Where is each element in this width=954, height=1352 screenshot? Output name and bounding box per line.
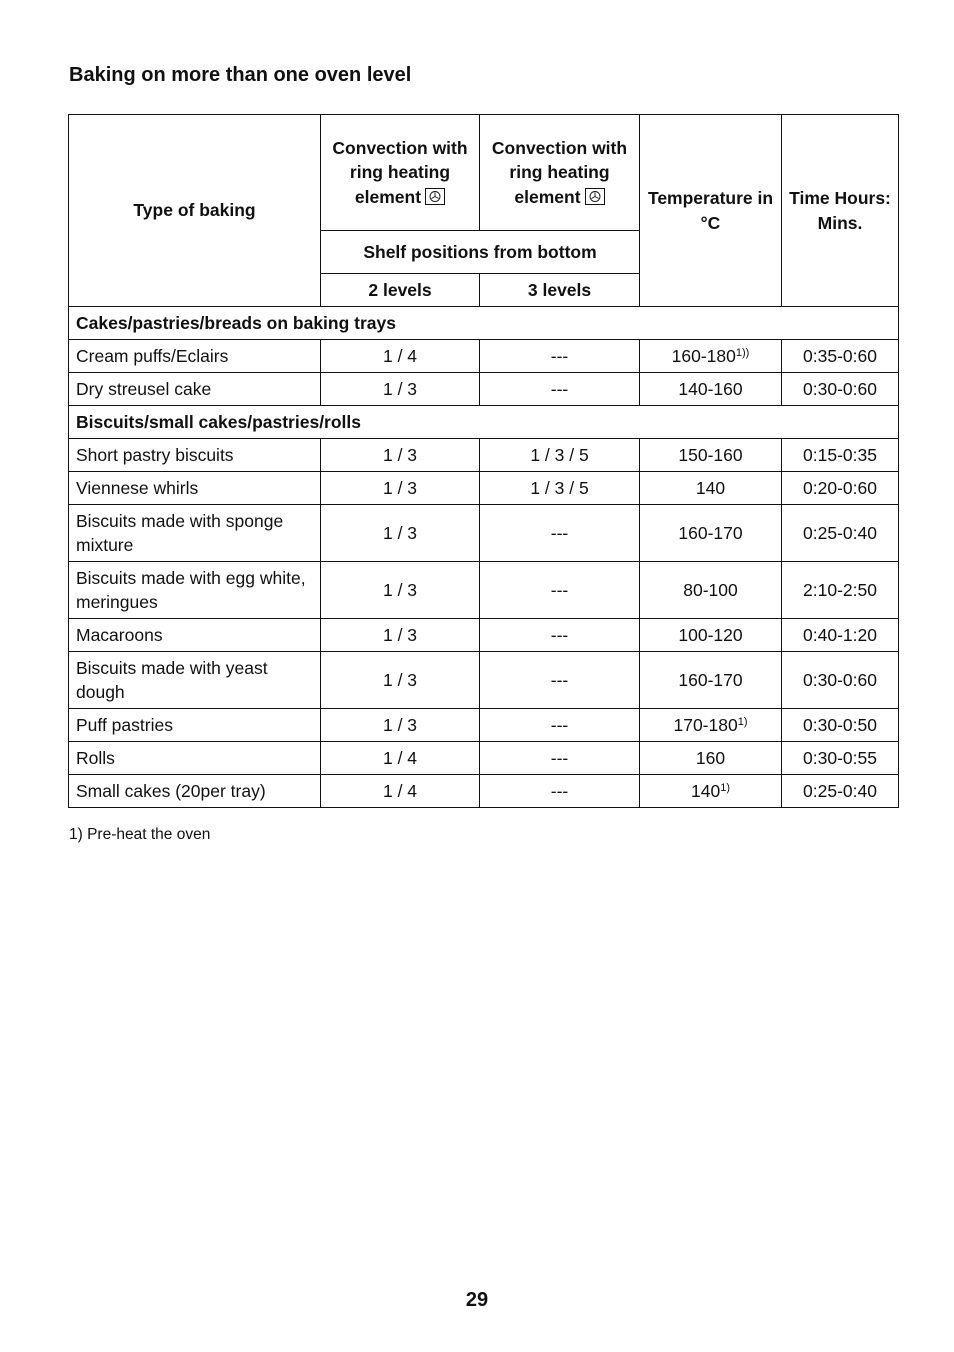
baking-type-cell <box>69 373 321 406</box>
level-3-shelf-cell <box>480 709 640 742</box>
baking-type-cell <box>69 652 321 709</box>
time-cell-text: 2:10-2:50 <box>803 579 877 600</box>
time-cell-text: 0:40-1:20 <box>803 624 877 645</box>
level-2-shelf-cell <box>321 709 480 742</box>
time-cell-text: 0:35-0:60 <box>803 345 877 366</box>
level-3-shelf-cell <box>480 652 640 709</box>
table-row <box>69 505 899 562</box>
time-cell-text: 0:20-0:60 <box>803 477 877 498</box>
level-2-shelf-cell <box>321 340 480 373</box>
baking-type-cell-text: Small cakes (20per tray) <box>76 780 266 801</box>
level-2-shelf-cell-text: 1 / 3 <box>382 522 418 543</box>
table-row <box>69 619 899 652</box>
page-title: Baking on more than one oven level <box>69 64 412 86</box>
header-3-levels: 3 levels <box>480 274 640 307</box>
baking-type-cell <box>69 439 321 472</box>
section-label: Biscuits/small cakes/pastries/rolls <box>69 406 899 439</box>
header-type-of-baking: Type of baking <box>69 115 321 307</box>
level-3-shelf-cell-text: 1 / 3 / 5 <box>530 477 589 498</box>
level-2-shelf-cell-text: 1 / 4 <box>382 747 418 768</box>
baking-type-cell-text: Viennese whirls <box>76 477 199 498</box>
table-row <box>69 472 899 505</box>
level-3-shelf-cell <box>480 505 640 562</box>
time-cell-text: 0:25-0:40 <box>803 522 877 543</box>
time-cell <box>782 652 899 709</box>
baking-type-cell <box>69 340 321 373</box>
header-shelf-positions: Shelf positions from bottom <box>321 231 640 274</box>
time-cell <box>782 742 899 775</box>
temperature-cell-text: 160-170 <box>678 522 743 543</box>
temperature-cell-text: 140-160 <box>678 378 743 399</box>
level-2-shelf-cell <box>321 652 480 709</box>
level-2-shelf-cell <box>321 742 480 775</box>
baking-type-cell-text: Short pastry biscuits <box>76 444 234 465</box>
time-cell-text: 0:15-0:35 <box>803 444 877 465</box>
baking-type-cell-text: Cream puffs/Eclairs <box>76 345 229 366</box>
baking-type-cell-text: Rolls <box>76 747 115 768</box>
temperature-cell-text: 100-120 <box>678 624 743 645</box>
baking-table <box>68 114 899 808</box>
level-2-shelf-cell <box>321 775 480 808</box>
table-row <box>69 775 899 808</box>
level-3-shelf-cell-text: --- <box>550 378 569 399</box>
level-3-shelf-cell <box>480 340 640 373</box>
page-number: 29 <box>465 1289 489 1311</box>
temperature-cell-text: 160 <box>695 747 726 768</box>
section-header-row <box>69 307 899 340</box>
time-cell <box>782 439 899 472</box>
temperature-cell-text: 140 <box>695 477 726 498</box>
level-2-shelf-cell-text: 1 / 3 <box>382 444 418 465</box>
section-label: Cakes/pastries/breads on baking trays <box>69 307 899 340</box>
table-row <box>69 373 899 406</box>
header-convection-3-levels: Convection with ring heating element <box>480 115 640 231</box>
baking-type-cell <box>69 742 321 775</box>
table-row <box>69 340 899 373</box>
baking-type-cell-text: Dry streusel cake <box>76 378 212 399</box>
time-cell <box>782 619 899 652</box>
level-3-shelf-cell-text: --- <box>550 780 569 801</box>
level-2-shelf-cell <box>321 439 480 472</box>
temperature-cell-text: 140 <box>691 780 721 801</box>
level-2-shelf-cell-text: 1 / 4 <box>382 780 418 801</box>
table-row <box>69 562 899 619</box>
time-cell-text: 0:30-0:60 <box>803 378 877 399</box>
baking-type-cell <box>69 472 321 505</box>
temperature-cell-text: 150-160 <box>678 444 743 465</box>
level-3-shelf-cell <box>480 742 640 775</box>
time-cell <box>782 562 899 619</box>
section-header-row <box>69 406 899 439</box>
baking-type-cell <box>69 562 321 619</box>
level-3-shelf-cell <box>480 373 640 406</box>
temperature-cell <box>640 652 782 709</box>
baking-type-cell-text: Biscuits made with egg white, meringues <box>76 567 306 612</box>
time-cell <box>782 505 899 562</box>
time-cell <box>782 709 899 742</box>
temperature-cell <box>640 472 782 505</box>
temperature-cell <box>640 373 782 406</box>
baking-type-cell <box>69 775 321 808</box>
table-row <box>69 709 899 742</box>
level-3-shelf-cell <box>480 439 640 472</box>
header-temperature: Temperature in °C <box>640 115 782 307</box>
time-cell <box>782 373 899 406</box>
temperature-cell <box>640 439 782 472</box>
temperature-cell <box>640 619 782 652</box>
time-cell <box>782 775 899 808</box>
temperature-cell-text: 160-180 <box>671 345 736 366</box>
header-convection-2-levels: Convection with ring heating element <box>321 115 480 231</box>
level-3-shelf-cell-text: --- <box>550 345 569 366</box>
level-3-shelf-cell-text: --- <box>550 579 569 600</box>
level-2-shelf-cell-text: 1 / 3 <box>382 378 418 399</box>
time-cell-text: 0:30-0:50 <box>803 714 877 735</box>
baking-type-cell-text: Macaroons <box>76 624 163 645</box>
temperature-cell-text: 160-170 <box>678 669 743 690</box>
time-cell <box>782 340 899 373</box>
table-row <box>69 742 899 775</box>
time-cell <box>782 472 899 505</box>
level-2-shelf-cell-text: 1 / 3 <box>382 477 418 498</box>
level-3-shelf-cell-text: --- <box>550 747 569 768</box>
level-3-shelf-cell-text: 1 / 3 / 5 <box>530 444 589 465</box>
fan-oven-icon <box>425 188 445 205</box>
temperature-cell <box>640 709 782 742</box>
level-2-shelf-cell-text: 1 / 3 <box>382 669 418 690</box>
level-2-shelf-cell <box>321 472 480 505</box>
level-3-shelf-cell-text: --- <box>550 714 569 735</box>
footnote: 1) Pre-heat the oven <box>69 826 211 843</box>
temperature-cell <box>640 775 782 808</box>
temperature-cell <box>640 505 782 562</box>
level-3-shelf-cell <box>480 562 640 619</box>
level-2-shelf-cell-text: 1 / 3 <box>382 579 418 600</box>
baking-type-cell <box>69 505 321 562</box>
header-2-levels: 2 levels <box>321 274 480 307</box>
table-body <box>69 307 899 808</box>
level-2-shelf-cell <box>321 562 480 619</box>
time-cell-text: 0:30-0:60 <box>803 669 877 690</box>
level-2-shelf-cell <box>321 373 480 406</box>
baking-type-cell-text: Biscuits made with yeast dough <box>76 657 268 702</box>
temperature-cell <box>640 562 782 619</box>
level-3-shelf-cell <box>480 619 640 652</box>
level-3-shelf-cell <box>480 472 640 505</box>
level-2-shelf-cell-text: 1 / 3 <box>382 624 418 645</box>
level-2-shelf-cell <box>321 505 480 562</box>
temperature-cell <box>640 340 782 373</box>
footnote-marker: 1) <box>737 715 748 728</box>
level-3-shelf-cell-text: --- <box>550 669 569 690</box>
level-3-shelf-cell-text: --- <box>550 624 569 645</box>
temperature-cell-text: 170-180 <box>673 714 738 735</box>
level-2-shelf-cell-text: 1 / 4 <box>382 345 418 366</box>
baking-type-cell <box>69 619 321 652</box>
temperature-cell-text: 80-100 <box>683 579 738 600</box>
table-row <box>69 439 899 472</box>
footnote-marker: 1)) <box>735 346 750 359</box>
level-2-shelf-cell <box>321 619 480 652</box>
level-2-shelf-cell-text: 1 / 3 <box>382 714 418 735</box>
temperature-cell <box>640 742 782 775</box>
time-cell-text: 0:30-0:55 <box>803 747 877 768</box>
time-cell-text: 0:25-0:40 <box>803 780 877 801</box>
footnote-marker: 1) <box>720 781 730 794</box>
level-3-shelf-cell-text: --- <box>550 522 569 543</box>
level-3-shelf-cell <box>480 775 640 808</box>
baking-type-cell-text: Puff pastries <box>76 714 173 735</box>
baking-type-cell <box>69 709 321 742</box>
header-time: Time Hours: Mins. <box>782 115 899 307</box>
baking-type-cell-text: Biscuits made with sponge mixture <box>76 510 284 555</box>
fan-oven-icon <box>585 188 605 205</box>
table-row <box>69 652 899 709</box>
